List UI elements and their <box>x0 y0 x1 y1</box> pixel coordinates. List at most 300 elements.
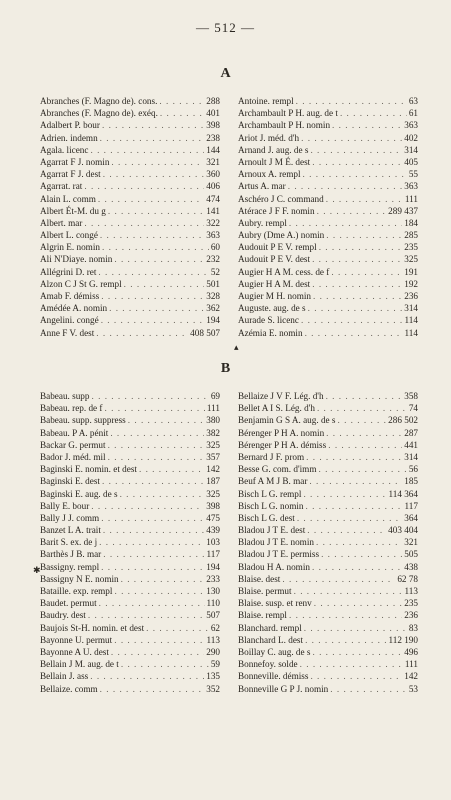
index-entry <box>40 205 220 217</box>
entry-page-number: 69 <box>210 391 220 401</box>
index-entry <box>40 314 220 326</box>
entry-name: Aurade S. licenc <box>238 315 299 326</box>
entry-page-number: 141 <box>206 205 220 216</box>
entry-name: Arnand J. aug. de s <box>238 144 309 155</box>
index-entry <box>40 193 220 205</box>
leader-dots <box>326 193 403 205</box>
entry-page-number: 232 <box>206 254 220 265</box>
index-entry <box>238 622 418 634</box>
entry-name: Bayonne U. permut <box>40 634 113 645</box>
entry-name: Blaise. dest <box>238 573 281 584</box>
leader-dots <box>306 500 403 512</box>
index-entry <box>40 451 220 463</box>
entry-page-number: 59 <box>210 659 220 670</box>
entry-name: Baginski E. aug. de s <box>40 488 118 499</box>
leader-dots <box>111 156 204 168</box>
entry-page-number: 62 <box>210 622 220 633</box>
entry-name: Babeau. supp <box>40 391 90 401</box>
entry-page-number: 74 <box>408 403 418 414</box>
leader-dots <box>331 266 402 278</box>
leader-dots <box>101 561 204 573</box>
index-entry <box>40 427 220 439</box>
entry-page-number: 401 <box>206 108 220 119</box>
leader-dots <box>326 390 403 402</box>
index-entry <box>40 658 220 670</box>
entry-name: Bador J. méd. mil <box>40 451 106 462</box>
entry-page-number: 474 <box>206 193 220 204</box>
index-entry <box>238 180 418 192</box>
entry-name: Anne F V. dest <box>40 327 95 338</box>
entry-name: Bonnefoy. solde <box>238 659 298 670</box>
entry-page-number: 184 <box>404 217 418 228</box>
entry-page-number: 144 <box>206 144 220 155</box>
leader-dots <box>312 561 402 573</box>
leader-dots <box>313 290 402 302</box>
entry-name: Barthès J B. mar <box>40 549 102 560</box>
entry-page-number: 194 <box>206 561 220 572</box>
index-entry <box>238 658 418 670</box>
leader-dots <box>101 290 204 302</box>
index-entry <box>40 488 220 500</box>
index-entry <box>238 95 418 107</box>
leader-dots <box>328 439 402 451</box>
entry-page-number: 114 <box>404 315 418 326</box>
entry-page-number: 117 <box>206 549 220 560</box>
index-entry <box>238 536 418 548</box>
index-entry <box>238 241 418 253</box>
leader-dots <box>101 512 204 524</box>
entry-name: Bonneville G P J. nomin <box>238 683 329 694</box>
leader-dots <box>109 302 204 314</box>
index-entry <box>238 670 418 682</box>
index-entry <box>40 439 220 451</box>
entry-page-number: 314 <box>404 144 418 155</box>
index-entry <box>238 683 418 695</box>
leader-dots <box>310 670 402 682</box>
entry-name: Bellaize J V F. Lég. d'h <box>238 391 324 401</box>
leader-dots <box>159 95 204 107</box>
leader-dots <box>317 205 387 217</box>
leader-dots <box>297 512 402 524</box>
asterisk-mark: ✱ <box>33 565 41 575</box>
entry-name: Bassigny. rempl <box>40 561 100 572</box>
index-entry <box>238 451 418 463</box>
leader-dots <box>282 573 395 585</box>
entry-page-number: 382 <box>206 427 220 438</box>
entry-page-number: 112 190 <box>388 634 418 645</box>
entry-name: Albert L. congé <box>40 230 98 241</box>
entry-page-number: 235 <box>404 598 418 609</box>
leader-dots <box>92 390 209 402</box>
index-entry <box>238 414 418 426</box>
leader-dots <box>103 548 204 560</box>
leader-dots <box>108 451 205 463</box>
index-entry <box>40 463 220 475</box>
index-entry <box>238 327 418 339</box>
index-entry <box>238 217 418 229</box>
entry-name: Bellaize. comm <box>40 683 98 694</box>
entry-name: Augier M H. nomin <box>238 291 311 301</box>
index-entry <box>40 156 220 168</box>
entry-page-number: 358 <box>404 391 418 401</box>
entry-name: Atérace J F F. nomin <box>238 205 315 216</box>
leader-dots <box>114 585 204 597</box>
entry-name: Bellet A I S. Lég. d'h <box>238 403 315 414</box>
leader-dots <box>120 488 205 500</box>
entry-page-number: 117 <box>404 500 418 511</box>
entry-page-number: 363 <box>404 120 418 131</box>
entry-name: Blaise. permut <box>238 586 292 596</box>
index-entry <box>238 439 418 451</box>
entry-page-number: 438 <box>404 561 418 572</box>
entry-name: Abranches (F. Magno de). cons. <box>40 96 158 106</box>
leader-dots <box>319 241 403 253</box>
leader-dots <box>102 241 209 253</box>
index-entry <box>238 107 418 119</box>
entry-page-number: 403 404 <box>388 525 418 536</box>
leader-dots <box>304 622 407 634</box>
index-entry <box>40 107 220 119</box>
entry-page-number: 328 <box>206 291 220 301</box>
entry-page-number: 321 <box>206 156 220 167</box>
index-entry <box>40 302 220 314</box>
leader-dots <box>301 132 402 144</box>
entry-page-number: 83 <box>408 622 418 633</box>
entry-name: Bladou J T E. dest <box>238 525 306 536</box>
entry-page-number: 325 <box>404 254 418 265</box>
leader-dots <box>100 683 205 695</box>
index-entry <box>40 609 220 621</box>
leader-dots <box>318 463 406 475</box>
leader-dots <box>121 573 205 585</box>
index-entry <box>40 229 220 241</box>
entry-page-number: 236 <box>404 610 418 621</box>
index-entry <box>40 402 220 414</box>
entry-name: Aubry. rempl <box>238 217 287 228</box>
entry-name: Agarrat F J. dest <box>40 169 101 180</box>
entry-name: Bérenger P H A. démiss <box>238 439 327 450</box>
leader-dots <box>326 229 402 241</box>
index-entry <box>238 597 418 609</box>
index-entry <box>40 180 220 192</box>
leader-dots <box>105 402 205 414</box>
leader-dots <box>312 156 402 168</box>
entry-page-number: 289 437 <box>388 205 418 216</box>
leader-dots <box>303 168 407 180</box>
leader-dots <box>96 327 188 339</box>
entry-name: Abranches (F. Magno de). exéq. <box>40 108 158 119</box>
leader-dots <box>160 107 204 119</box>
entry-page-number: 325 <box>206 488 220 499</box>
leader-dots <box>294 585 403 597</box>
entry-name: Blanchard L. dest <box>238 634 304 645</box>
leader-dots <box>111 646 204 658</box>
entry-name: Bally E. bour <box>40 500 90 511</box>
entry-page-number: 475 <box>206 512 220 523</box>
leader-dots <box>101 314 205 326</box>
leader-dots <box>340 107 407 119</box>
entry-name: Bisch L G. rempl <box>238 488 302 499</box>
index-entry <box>238 253 418 265</box>
entry-page-number: 233 <box>206 573 220 584</box>
leader-dots <box>84 180 204 192</box>
leader-dots <box>312 253 402 265</box>
entry-page-number: 288 <box>206 96 220 106</box>
index-entry <box>40 217 220 229</box>
leader-dots <box>108 439 205 451</box>
entry-name: Backar G. permut <box>40 439 106 450</box>
entry-name: Barit S. ex. de j <box>40 537 98 548</box>
entry-name: Archambault P H. nomin <box>238 120 331 131</box>
index-column-right <box>238 390 418 695</box>
index-entry <box>238 168 418 180</box>
index-entry <box>238 634 418 646</box>
leader-dots <box>317 402 407 414</box>
leader-dots <box>321 548 402 560</box>
index-entry <box>40 561 220 573</box>
entry-name: Bassigny N E. nomin <box>40 573 119 584</box>
entry-name: Babeau. P A. pénit <box>40 427 109 438</box>
entry-name: Bérenger P H A. nomin <box>238 427 325 438</box>
entry-name: Agarrat F J. nomin <box>40 156 110 167</box>
index-entry <box>238 229 418 241</box>
index-entry <box>238 278 418 290</box>
entry-page-number: 363 <box>404 181 418 192</box>
entry-page-number: 63 <box>408 96 418 106</box>
leader-dots <box>99 536 204 548</box>
entry-page-number: 52 <box>210 266 220 277</box>
leader-dots <box>308 302 403 314</box>
entry-page-number: 53 <box>408 683 418 694</box>
leader-dots <box>337 414 386 426</box>
leader-dots <box>301 314 403 326</box>
entry-page-number: 113 <box>206 634 220 645</box>
entry-page-number: 352 <box>206 683 220 694</box>
entry-page-number: 507 <box>206 610 220 621</box>
index-entry <box>40 512 220 524</box>
entry-page-number: 408 507 <box>190 327 220 338</box>
leader-dots <box>312 646 402 658</box>
index-entry <box>238 193 418 205</box>
index-entry <box>40 253 220 265</box>
leader-dots <box>314 597 402 609</box>
index-entry <box>238 290 418 302</box>
entry-page-number: 194 <box>206 315 220 326</box>
index-entry <box>40 475 220 487</box>
section-letter-b: B <box>220 361 231 376</box>
index-entry <box>238 266 418 278</box>
index-entry <box>40 168 220 180</box>
entry-page-number: 398 <box>206 120 220 131</box>
leader-dots <box>139 463 204 475</box>
entry-page-number: 111 <box>206 403 220 414</box>
entry-name: Albert Ét-M. du g <box>40 205 106 216</box>
entry-name: Bayonne A U. dest <box>40 646 109 657</box>
entry-page-number: 286 502 <box>388 415 418 426</box>
entry-page-number: 142 <box>404 671 418 682</box>
index-entry <box>238 609 418 621</box>
entry-page-number: 142 <box>206 464 220 475</box>
entry-page-number: 61 <box>408 108 418 119</box>
index-entry <box>40 524 220 536</box>
entry-name: Augier H A M. cess. de f <box>238 266 330 277</box>
index-entry <box>40 634 220 646</box>
leader-dots <box>102 475 204 487</box>
entry-name: Bladou J T E. nomin <box>238 537 314 548</box>
index-entry <box>40 536 220 548</box>
entry-page-number: 111 <box>404 193 418 204</box>
entry-name: Aubry (Dme A.) nomin <box>238 230 325 241</box>
index-entry <box>238 500 418 512</box>
entry-name: Amab F. démiss <box>40 291 100 301</box>
leader-dots <box>90 670 204 682</box>
index-entry <box>238 402 418 414</box>
leader-dots <box>312 278 402 290</box>
entry-page-number: 60 <box>210 242 220 253</box>
entry-name: Bladou J T E. permiss <box>238 549 320 560</box>
index-entry <box>238 205 418 217</box>
leader-dots <box>108 205 204 217</box>
entry-name: Audouit P E V. rempl <box>238 242 317 253</box>
index-entry <box>40 278 220 290</box>
entry-page-number: 360 <box>206 169 220 180</box>
index-entry <box>40 327 220 339</box>
entry-page-number: 287 <box>404 427 418 438</box>
leader-dots <box>128 414 204 426</box>
entry-name: Algrin E. nomin <box>40 242 100 253</box>
entry-name: Bally J J. comm <box>40 512 100 523</box>
index-entry <box>40 132 220 144</box>
leader-dots <box>99 597 205 609</box>
leader-dots <box>103 168 204 180</box>
leader-dots <box>289 609 402 621</box>
entry-page-number: 192 <box>404 278 418 289</box>
entry-page-number: 185 <box>404 476 418 487</box>
entry-name: Babeau. rep. de f <box>40 403 103 414</box>
index-entry <box>40 646 220 658</box>
bullet-mark: ▴ <box>234 342 239 352</box>
index-entry <box>238 463 418 475</box>
index-entry <box>40 585 220 597</box>
index-entry <box>40 414 220 426</box>
index-entry <box>238 488 418 500</box>
leader-dots <box>288 180 403 192</box>
entry-name: Allégrini D. ret <box>40 266 97 277</box>
entry-page-number: 496 <box>404 646 418 657</box>
leader-dots <box>91 500 204 512</box>
leader-dots <box>110 427 204 439</box>
index-entry <box>40 390 220 402</box>
leader-dots <box>310 144 402 156</box>
entry-name: Artus A. mar <box>238 181 286 192</box>
entry-name: Bladou H A. nomin <box>238 561 310 572</box>
entry-page-number: 62 78 <box>397 573 418 584</box>
entry-page-number: 110 <box>206 598 220 609</box>
entry-page-number: 363 <box>206 230 220 241</box>
index-entry <box>40 597 220 609</box>
index-entry <box>238 512 418 524</box>
page-number: — 512 — <box>196 20 255 35</box>
index-entry <box>238 314 418 326</box>
entry-page-number: 56 <box>408 464 418 475</box>
leader-dots <box>114 253 204 265</box>
index-entry <box>238 561 418 573</box>
entry-name: Ali N'Diaye. nomin <box>40 254 113 265</box>
index-entry <box>238 475 418 487</box>
leader-dots <box>100 132 205 144</box>
entry-name: Bellain J M. aug. de t <box>40 659 119 670</box>
leader-dots <box>84 217 204 229</box>
entry-name: Adalbert P. bour <box>40 120 100 131</box>
entry-page-number: 325 <box>206 439 220 450</box>
index-entry <box>40 548 220 560</box>
leader-dots <box>296 95 407 107</box>
leader-dots <box>90 144 204 156</box>
index-entry <box>238 132 418 144</box>
entry-page-number: 103 <box>206 537 220 548</box>
entry-name: Amédée A. nomin <box>40 303 108 314</box>
entry-page-number: 357 <box>206 451 220 462</box>
entry-page-number: 236 <box>404 291 418 301</box>
index-entry <box>238 390 418 402</box>
index-entry <box>238 573 418 585</box>
entry-name: Arnoux A. rempl <box>238 169 301 180</box>
entry-name: Bisch L G. dest <box>238 512 295 523</box>
leader-dots <box>332 119 402 131</box>
leader-dots <box>316 536 402 548</box>
entry-name: Alzon C J St G. rempl <box>40 278 122 289</box>
entry-name: Aschéro J C. command <box>238 193 324 204</box>
leader-dots <box>307 524 386 536</box>
index-entry <box>238 119 418 131</box>
entry-page-number: 321 <box>404 537 418 548</box>
entry-page-number: 191 <box>404 266 418 277</box>
entry-page-number: 314 <box>404 451 418 462</box>
entry-name: Banzet L A. trait <box>40 525 101 536</box>
entry-page-number: 285 <box>404 230 418 241</box>
leader-dots <box>88 609 204 621</box>
entry-name: Antoine. rempl <box>238 96 294 106</box>
entry-page-number: 362 <box>206 303 220 314</box>
index-entry <box>238 156 418 168</box>
entry-page-number: 235 <box>404 242 418 253</box>
index-entry <box>40 266 220 278</box>
leader-dots <box>103 524 204 536</box>
entry-page-number: 398 <box>206 500 220 511</box>
entry-name: Baudet. permut <box>40 598 97 609</box>
entry-page-number: 114 <box>404 327 418 338</box>
entry-name: Arnoult J M É. dest <box>238 156 311 167</box>
entry-name: Baujois St-H. nomin. et dest <box>40 622 145 633</box>
leader-dots <box>146 622 209 634</box>
leader-dots <box>309 475 402 487</box>
entry-page-number: 113 <box>404 586 418 596</box>
entry-name: Blanchard. rempl <box>238 622 302 633</box>
entry-name: Ariot J. méd. d'h <box>238 132 300 143</box>
entry-page-number: 364 <box>404 512 418 523</box>
leader-dots <box>98 266 208 278</box>
index-column-right <box>238 95 418 339</box>
entry-name: Audouit P E V. dest <box>238 254 311 265</box>
index-entry <box>40 119 220 131</box>
entry-page-number: 135 <box>206 671 220 682</box>
index-entry <box>238 302 418 314</box>
leader-dots <box>98 193 204 205</box>
entry-page-number: 405 <box>404 156 418 167</box>
leader-dots <box>305 327 403 339</box>
entry-page-number: 505 <box>404 549 418 560</box>
entry-page-number: 322 <box>206 217 220 228</box>
